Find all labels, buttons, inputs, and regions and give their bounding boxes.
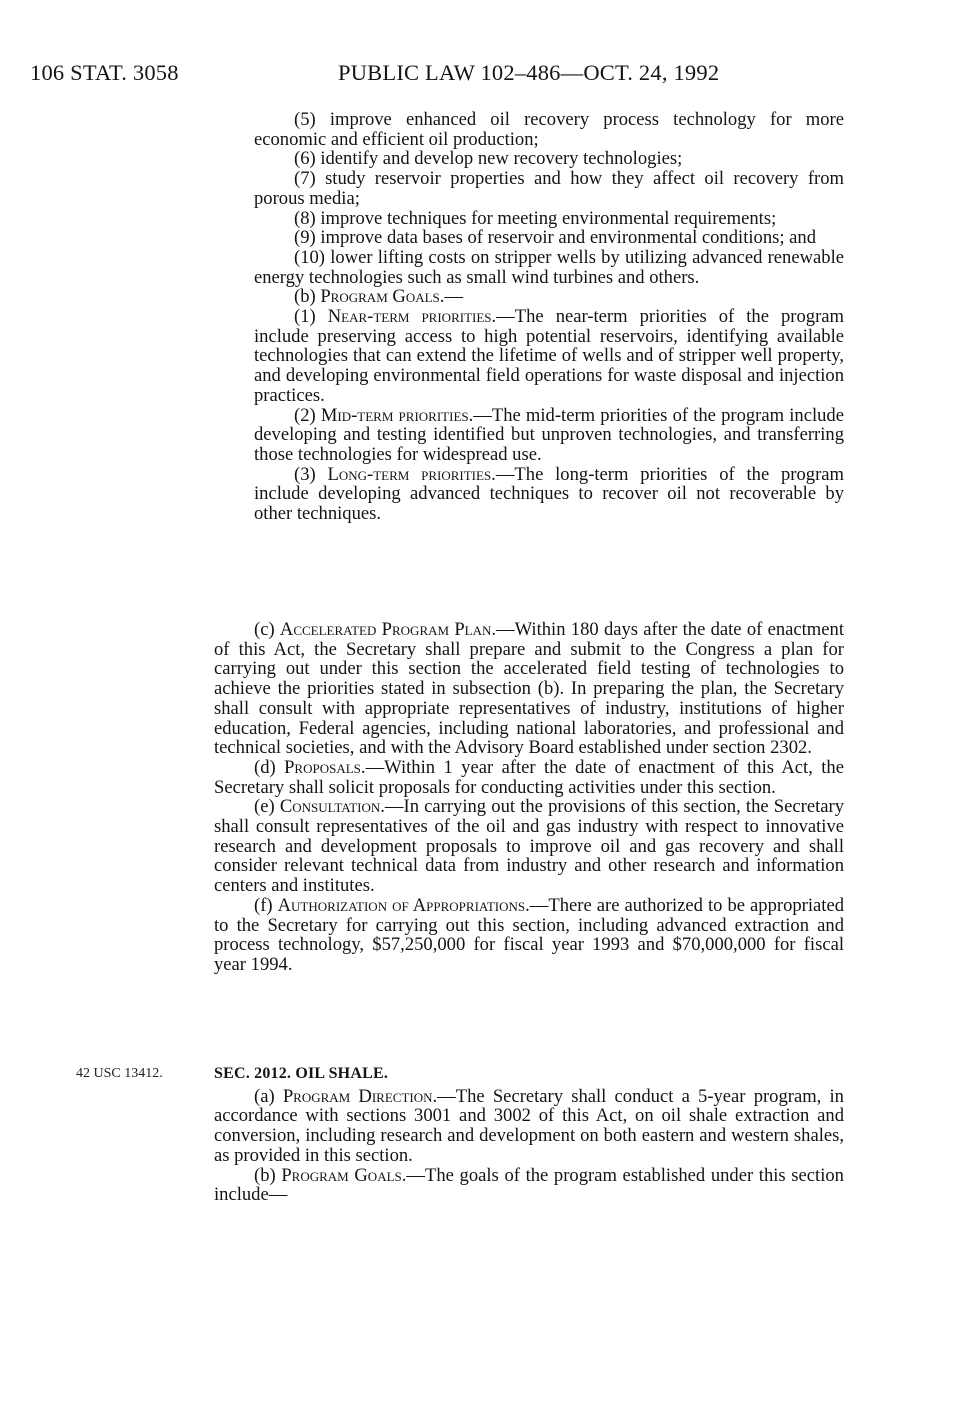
numbered-items [254, 110, 844, 524]
b2-text: —The mid-term priorities of the program include developing and testing identified but unproven technologies, and transferring those technologies for widespread use. [254, 404, 844, 465]
sec2012-b-text: —The goals of the program established under this section include— [214, 1164, 844, 1206]
c-title: Accelerated Program Plan. [279, 619, 497, 640]
sec2012-a-text: —The Secretary shall conduct a 5-year program, in accordance with sections 3001 and 3002 of this Act, on oil shale extraction and conversion, including research and development on both eastern and western shales, as provided in this section. [214, 1085, 844, 1166]
item-7: (7) study reservoir properties and how they affect oil recovery from porous media; [254, 168, 844, 209]
sec2012-subsection-b [214, 1166, 844, 1205]
public-law-citation: PUBLIC LAW 102–486—OCT. 24, 1992 [338, 60, 720, 85]
paragraph-b1 [254, 307, 844, 406]
b-title: Program Goals. [320, 286, 445, 308]
subsections-c-f [214, 620, 844, 975]
sec2012-a-prefix: (a) [254, 1085, 283, 1107]
sec2012-b-title: Program Goals. [281, 1164, 407, 1186]
subsection-d [214, 758, 844, 797]
e-text: —In carrying out the provisions of this section, the Secretary shall consult representatives of the oil and gas industry with respect to innovative research and development proposals to improve oil and gas recovery and shall consider relevant technical data from industry and other research and information centers and institutes. [214, 796, 844, 897]
item-8: (8) improve techniques for meeting environmental requirements; [294, 207, 777, 229]
b1-text: —The near-term priorities of the program include preserving access to high potential reservoirs, identifying available technologies that can extend the lifetime of wells and of stripper well property, and developing environmental field operations for waste disposal and injection practices. [254, 306, 844, 406]
b-suffix: — [444, 286, 464, 308]
b3-title: Long-term priorities. [327, 463, 496, 485]
b2-title: Mid-term priorities. [320, 404, 474, 426]
subsection-f [214, 896, 844, 975]
running-head [30, 60, 928, 90]
b2-prefix: (2) [294, 404, 321, 426]
c-text: —Within 180 days after the date of enactment of this Act, the Secretary shall prepare and submit to the Congress a plan for carrying out under this section the accelerated field testing of technologies to achieve the priorities stated in subsection (b). In preparing the plan, the Secretary shall consult with appropriate representatives of industry, institutions of higher education, Federal agencies, including national laboratories, and professional and technical societies, and with the Advisory Board established under section 2302. [214, 619, 844, 759]
item-6: (6) identify and develop new recovery technologies; [294, 148, 683, 170]
f-prefix: (f) [254, 894, 278, 916]
b-prefix: (b) [294, 286, 321, 308]
f-title: Authorization of Appropriations. [277, 894, 530, 916]
stat-page-number: 106 STAT. 3058 [30, 60, 179, 85]
subsection-e [214, 797, 844, 896]
d-text: —Within 1 year after the date of enactment of this Act, the Secretary shall solicit proposals for conducting activities under this section. [214, 756, 844, 798]
paragraph-b2 [254, 406, 844, 465]
subsection-b-heading [254, 287, 844, 307]
b3-text: —The long-term priorities of the program include developing advanced techniques to recover oil not recoverable by other techniques. [254, 463, 844, 525]
item-5: (5) improve enhanced oil recovery process technology for more economic and efficient oil production; [254, 109, 844, 150]
subsection-c [214, 620, 844, 758]
d-title: Proposals. [284, 756, 366, 778]
item-10: (10) lower lifting costs on stripper wells by utilizing advanced renewable energy technologies such as small wind turbines and others. [254, 246, 844, 288]
sec2012-subsection-a [214, 1087, 844, 1166]
sec2012-a-title: Program Direction. [282, 1085, 438, 1107]
b1-prefix: (1) [294, 306, 328, 328]
b1-title: Near-term priorities. [327, 306, 497, 328]
item-9: (9) improve data bases of reservoir and environmental conditions; and [294, 227, 817, 249]
usc-margin-note: 42 USC 13412. [76, 1066, 163, 1081]
e-title: Consultation. [279, 796, 385, 818]
d-prefix: (d) [254, 756, 285, 778]
b3-prefix: (3) [294, 463, 328, 485]
sec2012-b-prefix: (b) [254, 1164, 282, 1186]
section-2012 [214, 1064, 844, 1205]
paragraph-b3 [254, 465, 844, 524]
section-2012-heading: SEC. 2012. OIL SHALE. [214, 1065, 389, 1082]
f-text: —There are authorized to be appropriated to the Secretary for carrying out this section, including advanced extraction and process technology, $57,250,000 for fiscal year 1993 and $70,000,000 for fiscal year 1994. [214, 894, 845, 975]
c-prefix: (c) [254, 619, 280, 640]
e-prefix: (e) [254, 796, 280, 818]
